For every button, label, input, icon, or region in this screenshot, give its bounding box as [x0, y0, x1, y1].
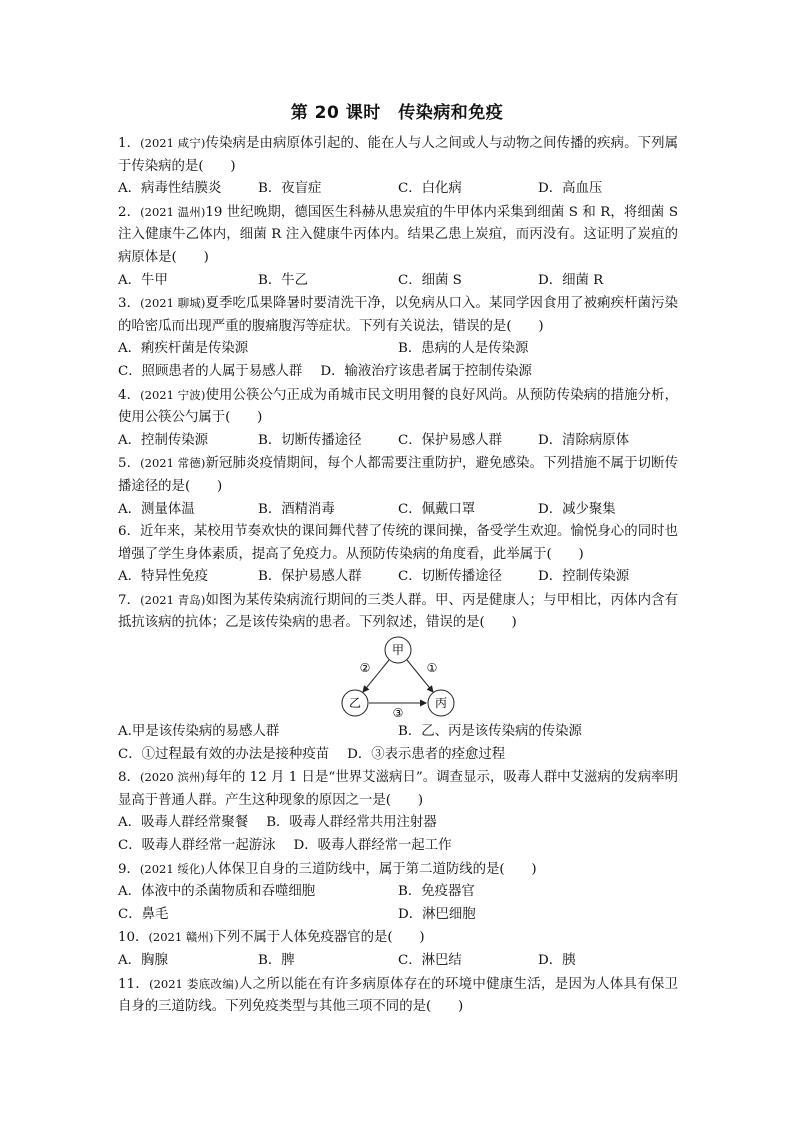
question-7 — [118, 589, 678, 766]
question-4 — [118, 384, 678, 453]
question-5 — [118, 452, 678, 521]
arrow-2-label: ② — [359, 661, 371, 676]
question-stem: 19 世纪晚期，德国医生科赫从患炭疽的牛甲体内采集到细菌 S 和 R，将细菌 S 注入健康牛乙体内，细菌 R 注入健康牛丙体内。结果乙患上炭疽，而丙没有。这证明了炭疽的病原体是( ) — [118, 204, 678, 265]
question-11 — [118, 973, 678, 1019]
question-number: 8． — [118, 770, 140, 786]
question-number: 5． — [118, 456, 141, 472]
option-b: B．牛乙 — [258, 272, 309, 288]
question-stem: 每年的 12 月 1 日是“世界艾滋病日”。调查显示，吸毒人群中艾滋病的发病率明显高于普通人群。产生这种现象的原因之一是( ) — [118, 770, 678, 808]
option-b: B．夜盲症 — [258, 181, 322, 197]
population-diagram — [118, 635, 678, 721]
option-d: D．清除病原体 — [538, 432, 630, 448]
options-row — [118, 812, 678, 835]
option-b: B．患病的人是传染源 — [398, 341, 529, 357]
option-a: A.甲是该传染病的易感人群 — [118, 724, 280, 740]
question-list — [118, 132, 678, 1019]
question-number: 4． — [118, 387, 141, 403]
question-number: 1． — [118, 136, 141, 151]
question-stem: 人之所以能在有许多病原体存在的环境中健康生活，是因为人体具有保卫自身的三道防线。下列免疫类型与其他三项不同的是( ) — [118, 976, 678, 1015]
question-source: (2021 青岛) — [140, 592, 206, 607]
arrow-3-label: ③ — [392, 706, 404, 720]
question-source: (2021 温州) — [140, 204, 206, 219]
option-a: A．控制传染源 — [118, 432, 209, 448]
arrow-1-label: ① — [426, 661, 438, 676]
question-stem: 新冠肺炎疫情期间，每个人都需要注重防护，避免感染。下列措施不属于切断传播途径的是( ) — [118, 456, 678, 494]
options-row — [118, 430, 678, 453]
option-d: D．③表示患者的痊愈过程 — [347, 746, 506, 762]
node-bing-label: 丙 — [434, 696, 448, 711]
options-row — [118, 361, 678, 384]
question-number: 10． — [118, 930, 149, 946]
question-3 — [118, 292, 678, 383]
option-b: B．乙、丙是该传染病的传染源 — [398, 724, 582, 740]
question-source: (2021 赣州) — [148, 930, 214, 945]
options-row — [118, 178, 678, 201]
question-number: 9． — [118, 861, 140, 877]
option-d: D．细菌 R — [538, 272, 604, 288]
question-number: 11． — [118, 976, 150, 992]
question-number: 6． — [118, 524, 141, 540]
option-a: A．痢疾杆菌是传染源 — [118, 341, 249, 357]
options-row — [118, 744, 678, 767]
question-10 — [118, 926, 678, 972]
option-b: B．免疫器官 — [398, 884, 475, 900]
option-b: B．吸毒人群经常共用注射器 — [266, 815, 437, 831]
question-1 — [118, 132, 678, 201]
question-stem: 人体保卫自身的三道防线中，属于第二道防线的是( ) — [204, 861, 537, 877]
question-number: 3． — [118, 296, 141, 312]
option-c: C．照顾患者的人属于易感人群 — [118, 363, 303, 379]
option-a: A．特异性免疫 — [118, 569, 209, 585]
option-b: B．切断传播途径 — [258, 432, 362, 448]
question-stem: 夏季吃瓜果降暑时要清洗干净，以免病从口入。某同学因食用了被痢疾杆菌污染的哈密瓜而出现严重的腹痛腹泻等症状。下列有关说法，错误的是( ) — [118, 296, 678, 334]
question-source: (2021 咸宁) — [140, 136, 206, 150]
options-row — [118, 721, 678, 744]
options-row — [118, 904, 678, 927]
question-source: (2021 绥化) — [139, 861, 205, 876]
option-d: D．吸毒人群经常一起工作 — [293, 838, 452, 854]
option-a: A．病毒性结膜炎 — [118, 181, 222, 197]
options-row — [118, 338, 678, 361]
question-stem: 如图为某传染病流行期间的三类人群。甲、丙是健康人；与甲相比，丙体内含有抵抗该病的抗体；乙是该传染病的患者。下列叙述，错误的是( ) — [118, 592, 678, 631]
question-source: (2021 宁波) — [140, 387, 206, 402]
page-title: 第 20 课时 传染病和免疫 — [290, 103, 504, 123]
option-c: C．吸毒人群经常一起游泳 — [118, 838, 276, 854]
option-b: B．脾 — [258, 953, 295, 968]
question-stem: 传染病是由病原体引起的、能在人与人之间或人与动物之间传播的疾病。下列属于传染病的是( ) — [118, 136, 678, 174]
option-b: B．酒精消毒 — [258, 501, 335, 517]
question-stem: 下列不属于人体免疫器官的是( ) — [213, 930, 425, 946]
question-source: (2021 常德) — [140, 456, 206, 471]
option-d: D．胰 — [538, 953, 576, 968]
option-c: C．鼻毛 — [118, 906, 169, 922]
options-row — [118, 270, 678, 293]
option-d: D．输液治疗该患者属于控制传染源 — [320, 363, 532, 379]
question-stem: 近年来，某校用节奏欢快的课间舞代替了传统的课间操，备受学生欢迎。愉悦身心的同时也增强了学生身体素质，提高了免疫力。从预防传染病的角度看，此举属于( ) — [118, 524, 678, 562]
option-d: D．高血压 — [538, 181, 603, 197]
question-stem: 使用公筷公勺正成为甬城市民文明用餐的良好风尚。从预防传染病的措施分析，使用公筷公勺属于( ) — [118, 387, 678, 426]
option-d: D．减少聚集 — [538, 501, 616, 517]
options-row — [118, 566, 678, 589]
question-2 — [118, 201, 678, 292]
option-c: C．切断传播途径 — [398, 569, 502, 585]
options-row — [118, 881, 678, 904]
options-row — [118, 950, 678, 973]
option-c: C．淋巴结 — [398, 953, 462, 968]
option-a: A．胸腺 — [118, 953, 168, 968]
options-row — [118, 499, 678, 522]
option-d: D．淋巴细胞 — [398, 906, 476, 922]
options-row — [118, 835, 678, 858]
option-b: B．保护易感人群 — [258, 569, 362, 585]
option-a: A．吸毒人群经常聚餐 — [118, 815, 249, 831]
question-source: (2020 滨州) — [140, 770, 206, 785]
node-yi-label: 乙 — [348, 696, 362, 711]
option-c: C．白化病 — [398, 181, 462, 197]
option-c: C．保护易感人群 — [398, 432, 502, 448]
question-source: (2021 娄底改编) — [149, 976, 239, 991]
option-a: A．测量体温 — [118, 501, 195, 517]
option-a: A．牛甲 — [118, 272, 168, 288]
option-c: C．佩戴口罩 — [398, 501, 476, 517]
population-diagram-svg — [338, 635, 458, 719]
node-jia-label: 甲 — [391, 643, 405, 658]
option-a: A．体液中的杀菌物质和吞噬细胞 — [118, 884, 316, 900]
option-c: C．①过程最有效的办法是接种疫苗 — [118, 746, 330, 762]
option-c: C．细菌 S — [398, 272, 462, 288]
option-d: D．控制传染源 — [538, 569, 630, 585]
question-6 — [118, 521, 678, 589]
question-source: (2021 聊城) — [140, 296, 206, 311]
question-number: 2． — [118, 204, 141, 220]
question-8 — [118, 766, 678, 857]
question-9 — [118, 858, 678, 927]
question-number: 7． — [118, 592, 141, 608]
